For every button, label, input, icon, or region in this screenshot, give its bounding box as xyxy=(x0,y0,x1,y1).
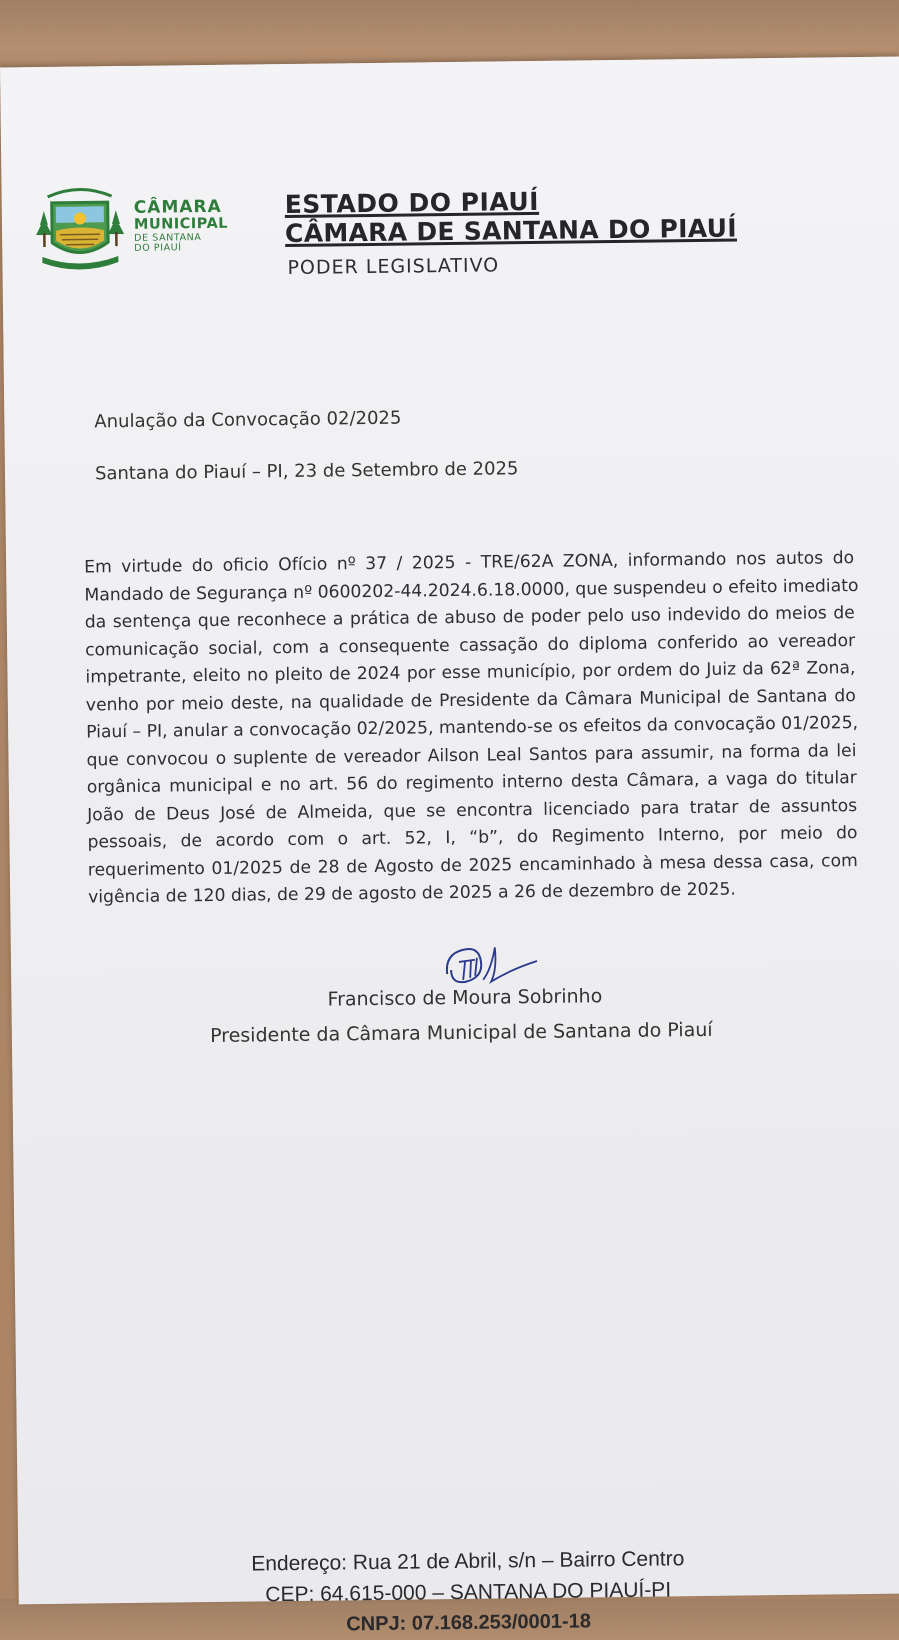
logo-line-3: DE SANTANA xyxy=(134,231,202,244)
chamber-logo-text xyxy=(133,196,229,254)
body-line: Piauí – PI, anular a convocação 02/2025, mantendo-se os efeitos da convocação 01/2025, xyxy=(86,713,859,743)
body-line: impetrante, eleito no pleito de 2024 por esse município, por ordem do Juiz da 62ª Zona, xyxy=(85,658,856,688)
document-body xyxy=(84,545,858,912)
body-line: João de Deus José de Almeida, que se encontra licenciado para tratar de assuntos xyxy=(87,795,858,825)
footer-address: Endereço: Rua 21 de Abril, s/n – Bairro Centro xyxy=(251,1547,685,1576)
footer-cep: CEP: 64.615-000 – SANTANA DO PIAUÍ-PI xyxy=(265,1578,672,1607)
signer-role: Presidente da Câmara Municipal de Santana do Piauí xyxy=(209,1018,713,1047)
body-line: que convocou o suplente de vereador Ailson Leal Santos para assumir, na forma da lei xyxy=(86,740,857,770)
body-line: Em virtude do oficio Ofício nº 37 / 2025 - TRE/62A ZONA, informando nos autos do xyxy=(84,548,855,578)
body-line: Mandado de Segurança nº 0600202-44.2024.6.18.0000, que suspendeu o efeito imediato xyxy=(84,575,859,605)
body-line: comunicação social, com a consequente cassação do diploma conferido ao vereador xyxy=(85,630,856,660)
document-dateline: Santana do Piauí – PI, 23 de Setembro de 2025 xyxy=(94,458,519,485)
logo-line-2: MUNICIPAL xyxy=(133,215,229,233)
body-line: pessoais, de acordo com o art. 52, I, “b”, do Regimento Interno, por meio do xyxy=(87,823,858,853)
document-sheet xyxy=(0,57,899,1636)
header-state: ESTADO DO PIAUÍ xyxy=(284,186,540,220)
signer-name: Francisco de Moura Sobrinho xyxy=(327,985,603,1011)
header-chamber: CÂMARA DE SANTANA DO PIAUÍ xyxy=(284,213,738,249)
document-subject: Anulação da Convocação 02/2025 xyxy=(94,407,402,433)
body-line: requerimento 01/2025 de 28 de Agosto de 2025 encaminhado à mesa dessa casa, com xyxy=(87,850,858,880)
logo-line-4: DO PIAUÍ xyxy=(134,242,182,254)
body-line: vigência de 120 dias, de 29 de agosto de 2025 a 26 de dezembro de 2025. xyxy=(88,879,736,908)
body-line: da sentença que reconhece a prática de abuso de poder pelo uso indevido do meios de xyxy=(84,603,855,633)
body-line: orgânica municipal e no art. 56 do regimento interno desta Câmara, a vaga do titular xyxy=(86,768,857,798)
body-line: venho por meio deste, na qualidade de Presidente da Câmara Municipal de Santana do xyxy=(85,685,856,715)
logo-line-1: CÂMARA xyxy=(133,196,222,218)
header-power: PODER LEGISLATIVO xyxy=(287,254,500,279)
footer-cnpj: CNPJ: 07.168.253/0001-18 xyxy=(346,1610,592,1636)
chamber-emblem-icon xyxy=(33,184,126,273)
